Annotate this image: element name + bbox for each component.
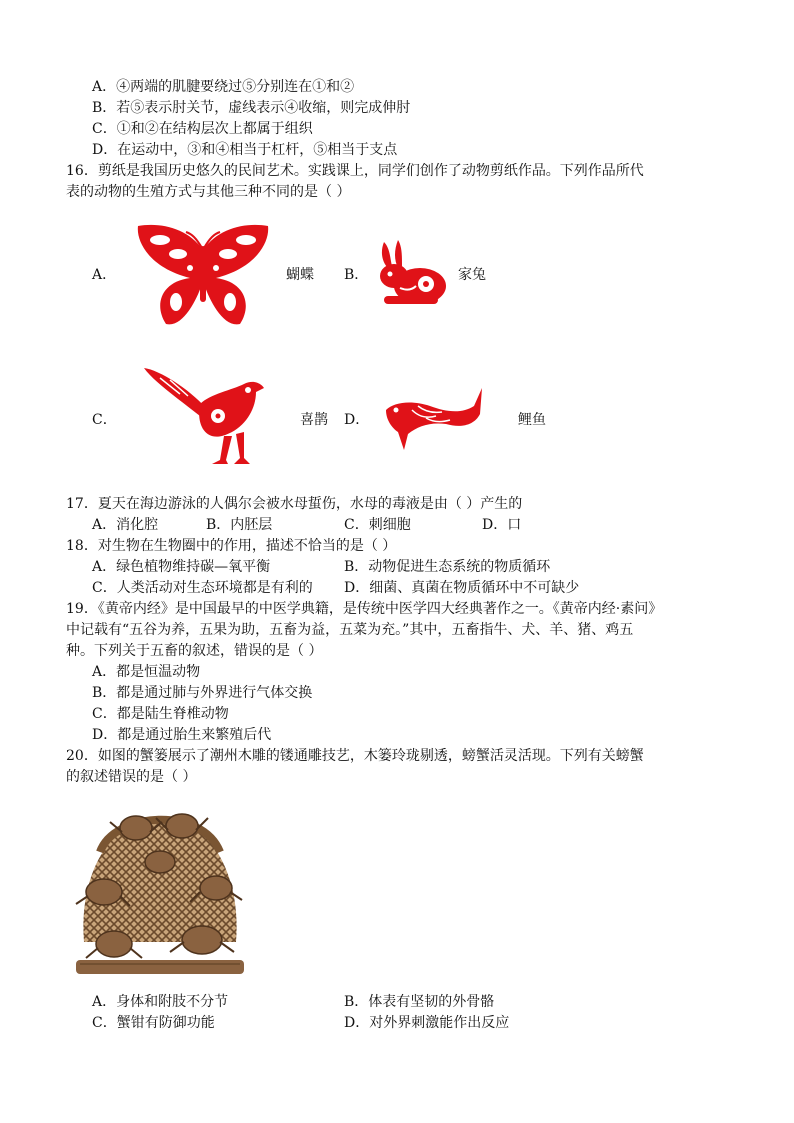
option-letter: B． — [92, 685, 117, 701]
q20-stem-line1: 20．如图的蟹篓展示了潮州木雕的镂通雕技艺，木篓玲珑剔透，螃蟹活灵活现。下列有关螃蟹 — [66, 748, 644, 764]
option-letter: D． — [344, 580, 370, 596]
q16-option-d-letter: D． — [344, 412, 370, 428]
q20-option-a — [92, 992, 228, 1012]
q19-option-c — [92, 704, 229, 724]
option-text: 都是陆生脊椎动物 — [116, 706, 229, 722]
q16-option-b-name: 家兔 — [458, 267, 486, 283]
q16-stem-line2: 表的动物的生殖方式与其他三种不同的是（ ） — [66, 184, 351, 200]
q15-option-c — [92, 119, 313, 139]
q17-option-a — [92, 515, 158, 535]
option-letter: C． — [92, 580, 117, 596]
option-text: 消化腔 — [116, 517, 159, 533]
carp-papercut-icon — [382, 384, 486, 454]
option-letter: D． — [92, 142, 118, 158]
crab-basket-woodcarving-image — [70, 792, 250, 982]
option-text: 在运动中，③和④相当于杠杆，⑤相当于支点 — [117, 142, 398, 158]
option-text: 身体和附肢不分节 — [116, 994, 229, 1010]
option-text: 都是恒温动物 — [116, 664, 201, 680]
q17-option-d — [482, 515, 521, 535]
option-text: 蟹钳有防御功能 — [116, 1015, 215, 1031]
option-letter: D． — [92, 727, 118, 743]
option-text: 绿色植物维持碳—氧平衡 — [116, 559, 271, 575]
q19-stem-line3: 种。下列关于五畜的叙述，错误的是（ ） — [66, 643, 323, 659]
q16-option-d-name: 鲤鱼 — [518, 412, 546, 428]
option-letter: A． — [92, 559, 117, 575]
option-letter: B． — [344, 994, 369, 1010]
q18-stem: 18．对生物在生物圈中的作用，描述不恰当的是（ ） — [66, 538, 397, 554]
q16-option-a-letter: A． — [92, 267, 117, 283]
option-text: 都是通过胎生来繁殖后代 — [117, 727, 272, 743]
q16-option-b-letter: B． — [344, 267, 369, 283]
option-letter: D． — [482, 517, 508, 533]
option-text: 体表有坚韧的外骨骼 — [368, 994, 495, 1010]
q20-stem-line2: 的叙述错误的是（ ） — [66, 769, 197, 785]
option-letter: C． — [92, 1015, 117, 1031]
q19-option-a — [92, 662, 200, 682]
option-letter: A． — [92, 79, 117, 95]
q18-option-a — [92, 557, 270, 577]
option-text: 细菌、真菌在物质循环中不可缺少 — [369, 580, 580, 596]
q15-option-a — [92, 77, 354, 97]
option-text: 内胚层 — [230, 517, 273, 533]
option-letter: C． — [92, 121, 117, 137]
option-text: 口 — [507, 517, 522, 533]
q18-option-b — [344, 557, 550, 577]
option-letter: B． — [92, 100, 117, 116]
q16-stem-line1: 16．剪纸是我国历史悠久的民间艺术。实践课上，同学们创作了动物剪纸作品。下列作品所代 — [66, 163, 644, 179]
q17-option-c — [344, 515, 411, 535]
option-text: 对外界刺激能作出反应 — [369, 1015, 510, 1031]
magpie-papercut-icon — [140, 360, 270, 472]
option-text: 若⑤表示肘关节，虚线表示④收缩，则完成伸肘 — [116, 100, 411, 116]
q18-option-d — [344, 578, 579, 598]
option-letter: A． — [92, 994, 117, 1010]
q20-option-d — [344, 1013, 509, 1033]
option-letter: B． — [344, 559, 369, 575]
q19-stem-line2: 中记载有“五谷为养，五果为助，五畜为益，五菜为充。”其中，五畜指牛、犬、羊、猪、鸡五 — [66, 622, 634, 638]
option-letter: A． — [92, 517, 117, 533]
q19-option-b — [92, 683, 312, 703]
option-text: 动物促进生态系统的物质循环 — [368, 559, 551, 575]
q15-option-b — [92, 98, 410, 118]
q20-option-c — [92, 1013, 215, 1033]
q15-option-d — [92, 140, 397, 160]
q18-option-c — [92, 578, 313, 598]
q19-stem-line1: 19．《黄帝内经》是中国最早的中医学典籍，是传统中医学四大经典著作之一。《黄帝内经·素问》 — [66, 601, 663, 617]
option-text: 刺细胞 — [368, 517, 411, 533]
option-text: ④两端的肌腱要绕过⑤分别连在①和② — [116, 79, 355, 95]
option-letter: C． — [344, 517, 369, 533]
option-text: 都是通过肺与外界进行气体交换 — [116, 685, 313, 701]
option-letter: A． — [92, 664, 117, 680]
q16-option-a-name: 蝴蝶 — [286, 267, 314, 283]
option-text: ①和②在结构层次上都属于组织 — [116, 121, 313, 137]
option-letter: B． — [206, 517, 231, 533]
q16-option-c-letter: C． — [92, 412, 117, 428]
q17-stem: 17．夏天在海边游泳的人偶尔会被水母蜇伤，水母的毒液是由（ ）产生的 — [66, 496, 523, 512]
rabbit-papercut-icon — [370, 238, 450, 310]
butterfly-papercut-icon — [130, 220, 276, 332]
q17-option-b — [206, 515, 272, 535]
q19-option-d — [92, 725, 271, 745]
q20-option-b — [344, 992, 494, 1012]
option-letter: C． — [92, 706, 117, 722]
option-text: 人类活动对生态环境都是有利的 — [116, 580, 313, 596]
q16-option-c-name: 喜鹊 — [300, 412, 328, 428]
option-letter: D． — [344, 1015, 370, 1031]
